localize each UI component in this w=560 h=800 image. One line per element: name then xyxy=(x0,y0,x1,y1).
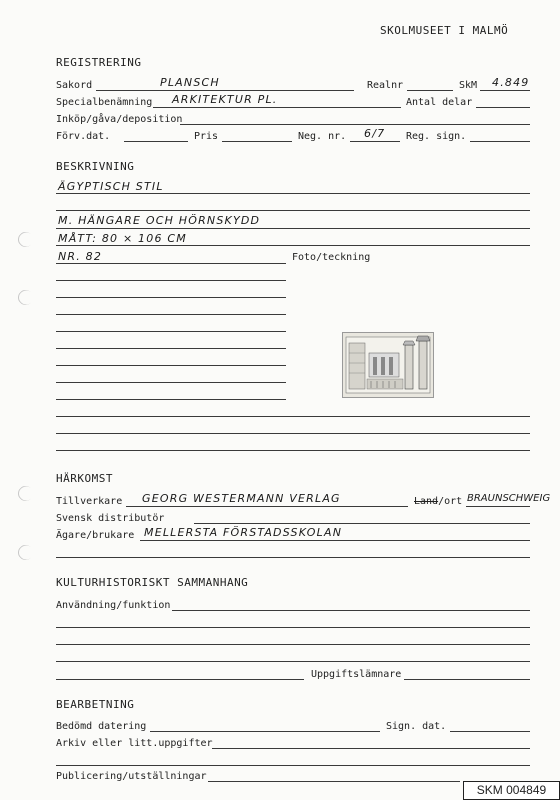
ort-label: /ort xyxy=(438,496,463,507)
ruled-line xyxy=(56,228,530,229)
arkiv-line xyxy=(212,748,530,749)
ruled-line xyxy=(56,263,286,264)
anvandning-label: Användning/funktion xyxy=(56,600,171,611)
ruled-line xyxy=(56,679,304,680)
negnr-label: Neg. nr. xyxy=(298,131,347,142)
ruled-line xyxy=(56,661,530,662)
tillverkare-label: Tillverkare xyxy=(56,496,123,507)
description-line-4: NR. 82 xyxy=(58,250,103,263)
realnr-label: Realnr xyxy=(367,80,404,91)
anvandning-line xyxy=(172,610,530,611)
ruled-line xyxy=(56,765,530,766)
realnr-line xyxy=(407,90,453,91)
section-title-beskrivning: BESKRIVNING xyxy=(56,160,135,173)
uppgiftslamnare-label: Uppgiftslämnare xyxy=(311,669,402,680)
arkiv-label: Arkiv eller litt.uppgifter xyxy=(56,738,213,749)
distributor-label: Svensk distributör xyxy=(56,513,165,524)
land-label-struck: Land xyxy=(414,496,439,507)
ruled-line xyxy=(56,627,530,628)
tillverkare-value: GEORG WESTERMANN VERLAG xyxy=(142,492,341,505)
specialbenamning-value: ARKITEKTUR PL. xyxy=(172,93,278,106)
tillverkare-line xyxy=(126,506,408,507)
ruled-line xyxy=(56,331,286,332)
ruled-line xyxy=(56,557,530,558)
punch-hole xyxy=(15,229,36,250)
datering-label: Bedömd datering xyxy=(56,721,147,732)
description-line-2: M. HÄNGARE OCH HÖRNSKYDD xyxy=(58,214,261,227)
sakord-value: PLANSCH xyxy=(160,76,220,89)
inkop-label: Inköp/gåva/deposition xyxy=(56,114,183,125)
publicering-line xyxy=(208,781,460,782)
ruled-line xyxy=(56,314,286,315)
section-title-bearbetning: BEARBETNING xyxy=(56,698,135,711)
ruled-line xyxy=(56,416,530,417)
regsign-label: Reg. sign. xyxy=(406,131,467,142)
ruled-line xyxy=(56,280,286,281)
ruled-line xyxy=(56,348,286,349)
ruled-line xyxy=(56,245,530,246)
regsign-line xyxy=(470,141,530,142)
institution-name: SKOLMUSEET I MALMÖ xyxy=(380,24,509,37)
ruled-line xyxy=(56,399,286,400)
ort-value: BRAUNSCHWEIG xyxy=(467,493,551,504)
uppgiftslamnare-line xyxy=(404,679,530,680)
ort-line xyxy=(466,506,530,507)
forvdat-label: Förv.dat. xyxy=(56,131,111,142)
antal-delar-label: Antal delar xyxy=(406,97,473,108)
negnr-line xyxy=(350,141,400,142)
inkop-line xyxy=(180,124,530,125)
signdat-label: Sign. dat. xyxy=(386,721,447,732)
sakord-line xyxy=(96,90,354,91)
ruled-line xyxy=(56,644,530,645)
ruled-line xyxy=(56,210,530,211)
foto-teckning-label: Foto/teckning xyxy=(292,252,371,263)
antal-delar-line xyxy=(476,107,530,108)
forvdat-line xyxy=(124,141,188,142)
datering-line xyxy=(150,731,380,732)
egyptian-architecture-illustration xyxy=(343,333,433,397)
ruled-line xyxy=(56,433,530,434)
publicering-label: Publicering/utställningar xyxy=(56,771,207,782)
skm-line xyxy=(480,90,530,91)
agare-value: MELLERSTA FÖRSTADSSKOLAN xyxy=(144,526,343,539)
ruled-line xyxy=(56,193,530,194)
agare-label: Ägare/brukare xyxy=(56,530,135,541)
punch-hole xyxy=(15,287,36,308)
punch-hole xyxy=(15,483,36,504)
specialbenamning-line xyxy=(153,107,401,108)
distributor-line xyxy=(194,523,530,524)
sakord-label: Sakord xyxy=(56,80,93,91)
ruled-line xyxy=(56,297,286,298)
ruled-line xyxy=(56,382,286,383)
land-ort-label xyxy=(414,496,462,508)
skm-value: 4.849 xyxy=(492,76,530,89)
signdat-line xyxy=(450,731,530,732)
ruled-line xyxy=(56,450,530,451)
ruled-line xyxy=(56,365,286,366)
object-photo xyxy=(342,332,434,398)
specialbenamning-label: Specialbenämning xyxy=(56,97,153,108)
pris-line xyxy=(222,141,292,142)
pris-label: Pris xyxy=(194,131,219,142)
punch-hole xyxy=(15,542,36,563)
description-line-3: MÅTT: 80 × 106 CM xyxy=(58,232,187,245)
description-line-1: ÄGYPTISCH STIL xyxy=(58,180,164,193)
section-title-registrering: REGISTRERING xyxy=(56,56,142,69)
catalog-number-stamp: SKM 004849 xyxy=(463,781,560,800)
negnr-value: 6/7 xyxy=(364,127,386,140)
agare-line xyxy=(140,540,530,541)
section-title-harkomst: HÄRKOMST xyxy=(56,472,113,485)
section-title-kultur: KULTURHISTORISKT SAMMANHANG xyxy=(56,576,249,589)
skm-label: SkM xyxy=(459,80,478,91)
